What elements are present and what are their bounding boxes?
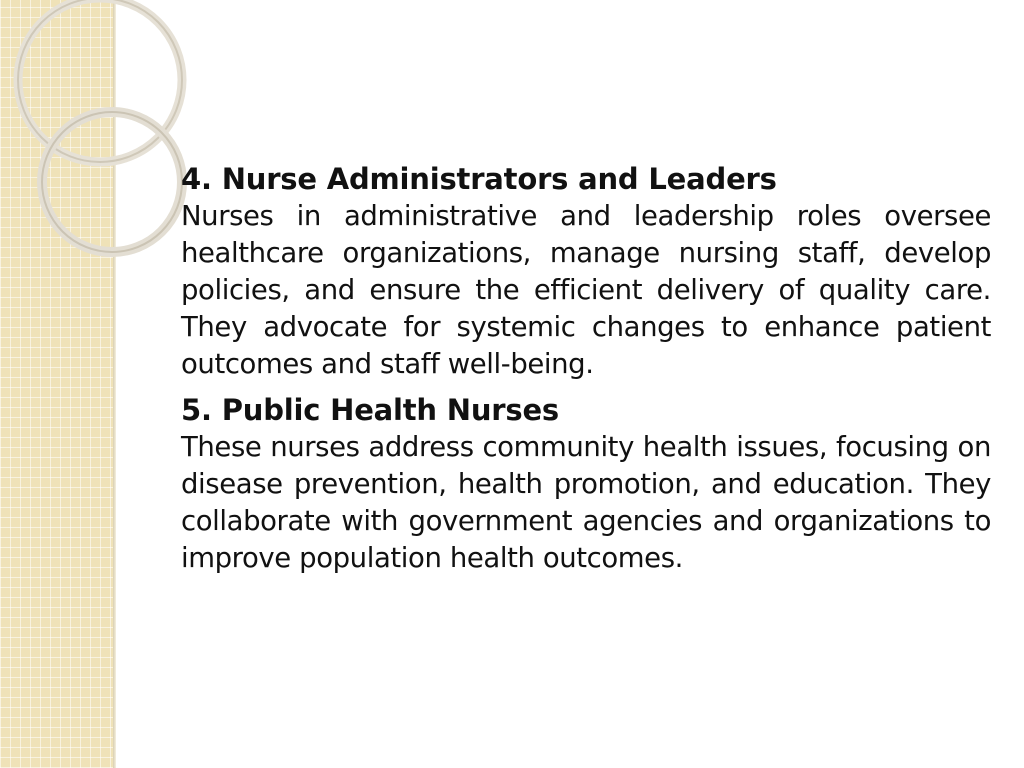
section-body-nurse-administrators: Nurses in administrative and leadership roles oversee healthcare organizations, manage nursing staff, develop policies, and ensure the efficient delivery of quality care. They advocate for systemic changes to enhance patient outcomes and staff well-being. (181, 200, 991, 380)
slide-content (181, 160, 991, 585)
section-heading-public-health-nurses: 5. Public Health Nurses (181, 393, 559, 427)
ring-small-outline (42, 112, 182, 252)
section-heading-nurse-administrators: 4. Nurse Administrators and Leaders (181, 162, 777, 196)
section-body-public-health-nurses: These nurses address community health issues, focusing on disease prevention, health promotion, and education. They collaborate with government agencies and organizations to improve population health outcomes. (181, 431, 991, 574)
decorative-rings (0, 0, 200, 280)
